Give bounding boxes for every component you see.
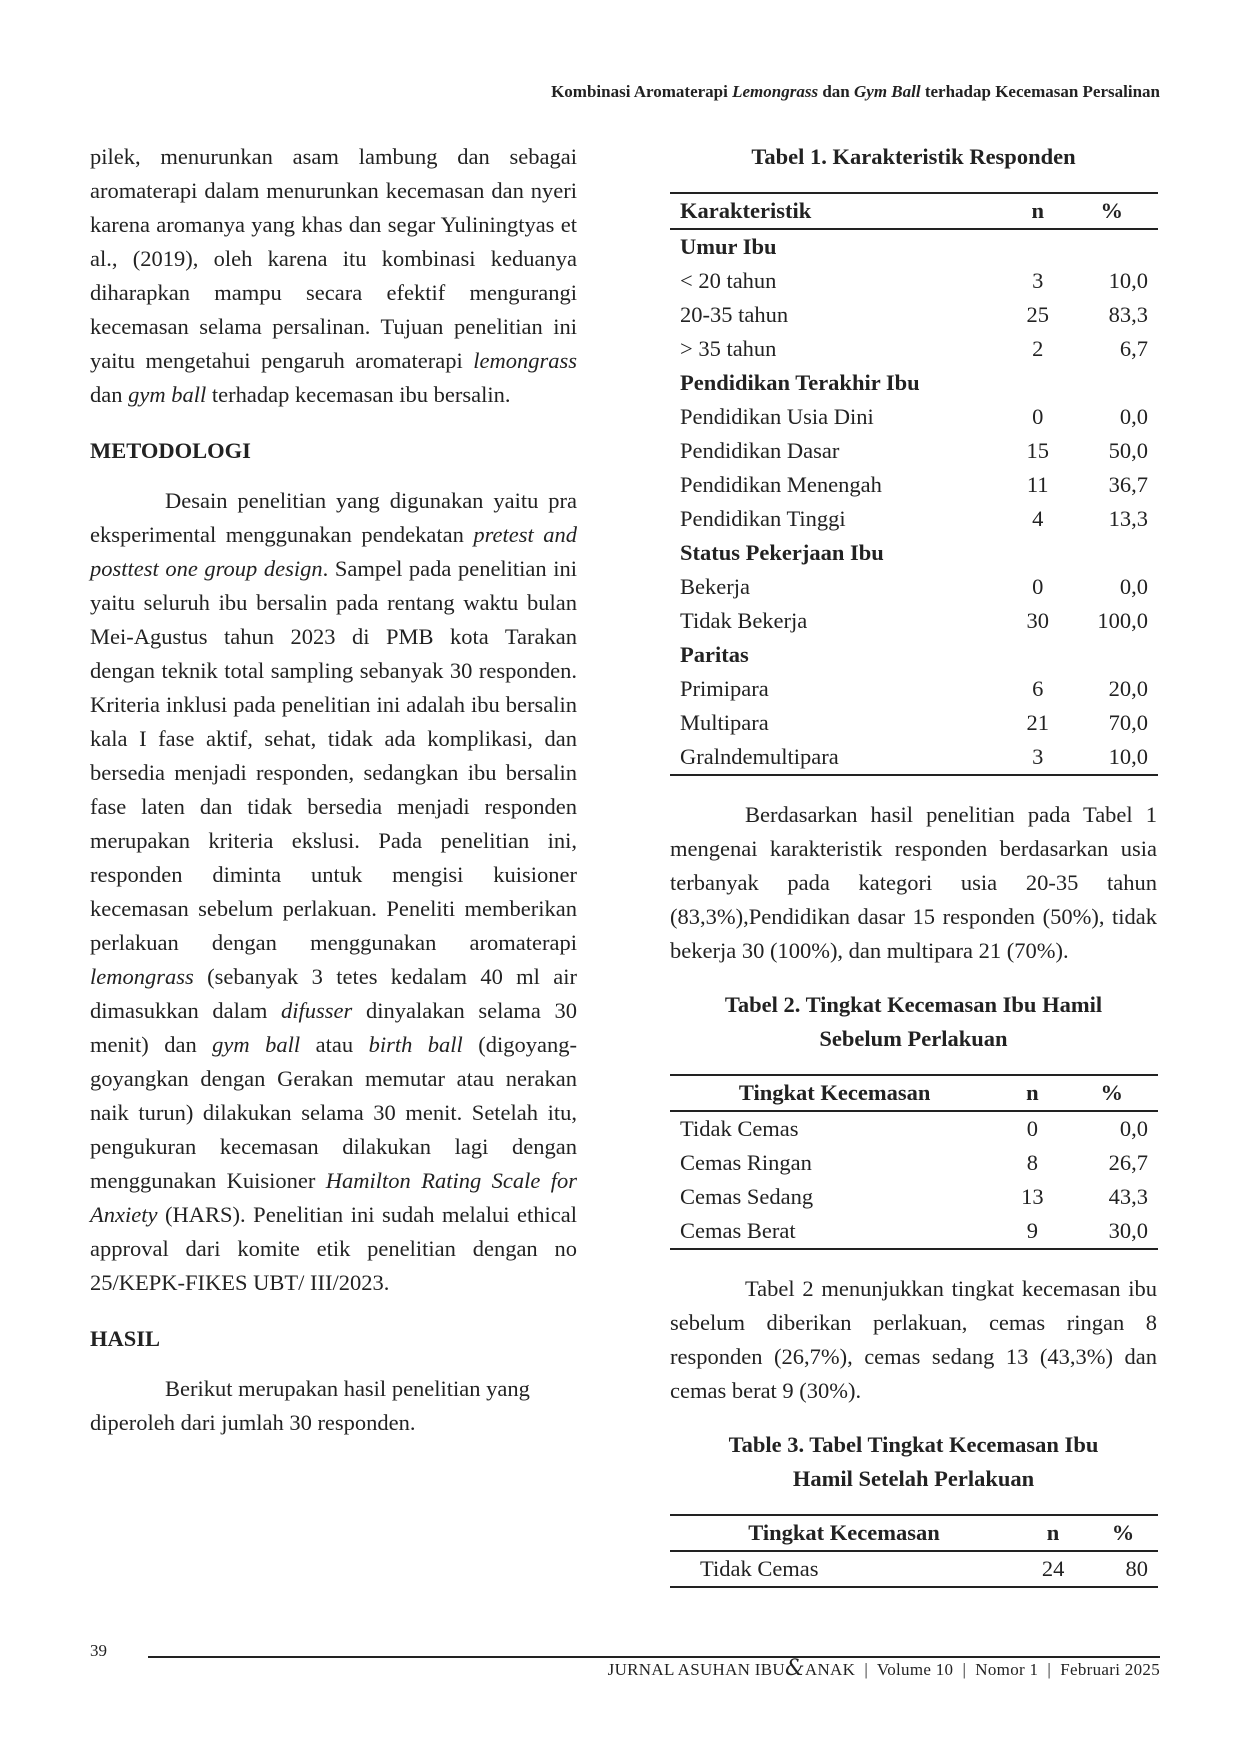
running-head-gymball: Gym Ball [854,82,921,101]
table-row [670,604,1158,638]
table-cell-n: 0 [1026,1116,1039,1141]
table-group-label: Pendidikan Terakhir Ibu [680,370,920,395]
journal-ampersand: & [785,1656,805,1681]
table-cell-label: Multipara [680,710,769,735]
table1-header-karakteristik: Karakteristik [670,193,1010,229]
table-cell-n: 30 [1026,608,1049,633]
table-row [670,264,1158,298]
table-cell-label: > 35 tahun [680,336,777,361]
table-cell-label: < 20 tahun [680,268,777,293]
method-design: pretest and posttest one group design [90,522,578,581]
table-cell-n: 13 [1021,1184,1044,1209]
table-cell-pct: 26,7 [1108,1150,1148,1175]
table-row [670,740,1158,775]
table3-caption-line2: Hamil Setelah Perlakuan [792,1466,1035,1491]
running-head-text-3: terhadap Kecemasan Persalinan [920,82,1160,101]
table1-discussion: Berdasarkan hasil penelitian pada Tabel 1 mengenai karakteristik responden berdasarkan usia terbanyak pada kategori usia 20-35 tahun (83,3%),Pendidikan dasar 15 responden (50%), tidak bekerja 30 (100%), dan multipara 21 (70%). [670,802,1157,963]
table-group-label: Paritas [680,642,749,667]
table-cell-n [1010,638,1066,672]
table-cell-label: Tidak Bekerja [680,608,808,633]
method-text-m: (HARS). Penelitian ini sudah melalui ethical approval dari komite etik penelitian dengan no 25/KEPK-FIKES UBT/ III/2023. [90,1202,577,1295]
table-cell-pct: 10,0 [1108,268,1148,293]
table1-caption: Tabel 1. Karakteristik Responden [751,144,1076,169]
table-cell-pct: 30,0 [1066,1214,1158,1249]
intro-gymball: gym ball [128,382,207,407]
journal-footer [608,1656,1160,1681]
table-cell-label: 20-35 tahun [680,302,789,327]
table-cell-n [1010,366,1066,400]
footer-separator-3: | [1047,1660,1052,1679]
table3-header-pct: % [1088,1515,1158,1551]
heading-metodologi: METODOLOGI [90,438,251,463]
table-cell-pct: 6,7 [1119,336,1148,361]
intro-text-c: dan [90,382,129,407]
table-cell-label: Pendidikan Dasar [680,438,840,463]
table-cell-label: Tidak Cemas [670,1551,1018,1587]
table-row [670,706,1158,740]
table-cell-label: Bekerja [680,574,750,599]
table-cell-label: Tidak Cemas [680,1116,799,1141]
running-head-text-1: Kombinasi Aromaterapi [551,82,733,101]
method-text-e: (sebanyak 3 tetes kedalam 40 ml air dimasukkan dalam [90,964,577,1023]
table2-header-n: n [999,1075,1065,1111]
table-row [670,638,1158,672]
table-cell-n [1010,229,1066,264]
footer-separator-1: | [864,1660,869,1679]
table-row [670,536,1158,570]
running-head [551,82,1160,102]
intro-text-a: pilek, menurunkan asam lambung dan sebagai aromaterapi dalam menurunkan kecemasan dan nyeri karena aromanya yang khas dan segar Yuliningtyas et al., (2019), oleh karena itu kombinasi keduanya diharapkan mampu secara efektif mengurangi kecemasan selama persalinan. Tujuan penelitian ini yaitu mengetahui pengaruh aromaterapi [90,144,577,373]
journal-volume: Volume 10 [876,1660,954,1679]
table-group-label: Status Pekerjaan Ibu [680,540,884,565]
table-cell-pct [1066,229,1158,264]
method-hamilton: Hamilton Rating Scale for Anxiety [90,1168,577,1227]
table3 [670,1514,1158,1588]
table-row [670,672,1158,706]
journal-nomor: Nomor 1 [975,1660,1039,1679]
journal-date: Februari 2025 [1060,1660,1160,1679]
table-cell-pct: 13,3 [1108,506,1148,531]
table-cell-n: 21 [1026,710,1049,735]
table-cell-pct [1066,638,1158,672]
intro-paragraph [90,140,577,412]
running-head-lemongrass: Lemongrass [732,82,819,101]
table-cell-pct: 83,3 [1108,302,1148,327]
footer-separator-2: | [962,1660,967,1679]
table-row [670,298,1158,332]
table-cell-n: 6 [1032,676,1044,701]
table-cell-pct: 20,0 [1108,676,1148,701]
results-intro-paragraph: Berikut merupakan hasil penelitian yang diperoleh dari jumlah 30 responden. [90,1376,530,1435]
table2-caption-line1: Tabel 2. Tingkat Kecemasan Ibu Hamil [724,992,1103,1017]
table-cell-label: Cemas Ringan [680,1150,812,1175]
table-row [670,502,1158,536]
table-row [670,332,1158,366]
table-cell-label: Gralndemultipara [670,740,1010,775]
table1 [670,192,1158,776]
intro-lemongrass: lemongrass [473,348,577,373]
table3-header-tingkat: Tingkat Kecemasan [670,1515,1018,1551]
table-cell-pct: 80 [1088,1551,1158,1587]
left-column [90,140,577,1440]
table-cell-pct: 70,0 [1108,710,1148,735]
table-row [670,1180,1158,1214]
table-cell-n: 3 [1010,740,1066,775]
table-row [670,1111,1158,1146]
method-text-g: dinyalakan selama 30 menit) dan [90,998,577,1057]
table-cell-n: 2 [1032,336,1044,361]
table-cell-n: 11 [1026,472,1049,497]
table-row [670,1146,1158,1180]
table-cell-pct: 50,0 [1108,438,1148,463]
table-cell-pct [1066,536,1158,570]
table-cell-n [1010,536,1066,570]
table-row [670,1214,1158,1249]
table-row [670,1551,1158,1587]
table-cell-pct: 0,0 [1119,1116,1148,1141]
table1-header-pct: % [1066,193,1158,229]
table-cell-n: 0 [1032,404,1044,429]
running-head-text-2: dan [818,82,854,101]
heading-hasil: HASIL [90,1326,161,1351]
table-row [670,229,1158,264]
table2-header-tingkat: Tingkat Kecemasan [670,1075,999,1111]
table-cell-n: 8 [1026,1150,1039,1175]
table-group-label: Umur Ibu [680,234,777,259]
table-row [670,400,1158,434]
table1-header-n: n [1010,193,1066,229]
table-cell-pct: 10,0 [1066,740,1158,775]
method-gymball: gym ball [212,1032,301,1057]
table-row [670,434,1158,468]
table-cell-pct [1066,366,1158,400]
table-cell-label: Pendidikan Usia Dini [680,404,874,429]
intro-text-e: terhadap kecemasan ibu bersalin. [206,382,511,407]
method-text-c: . Sampel pada penelitian ini yaitu seluruh ibu bersalin pada rentang waktu bulan Mei-Agustus tahun 2023 di PMB kota Tarakan dengan teknik total sampling sebanyak 30 responden. Kriteria inklusi pada penelitian ini adalah ibu bersalin kala I fase aktif, sehat, tidak ada komplikasi, dan bersedia menjadi responden, sedangkan ibu bersalin fase laten dan tidak bersedia menjadi responden merupakan kriteria ekslusi. Pada penelitian ini, responden diminta untuk mengisi kuisioner kecemasan sebelum perlakuan. Peneliti memberikan perlakuan dengan menggunakan aromaterapi [90,556,577,955]
table3-header-n: n [1018,1515,1088,1551]
table-row [670,570,1158,604]
method-paragraph [90,484,577,1300]
table2-discussion: Tabel 2 menunjukkan tingkat kecemasan ibu sebelum diberikan perlakuan, cemas ringan 8 responden (26,7%), cemas sedang 13 (43,3%) dan cemas berat 9 (30%). [670,1276,1157,1403]
table-cell-n: 24 [1018,1551,1088,1587]
table-cell-label: Cemas Sedang [680,1184,814,1209]
method-text-k: (digoyang-goyangkan dengan Gerakan memutar atau nerakan naik turun) dilakukan selama 30 menit. Setelah itu, pengukuran kecemasan dilakukan lagi dengan menggunakan Kuisioner [90,1032,577,1193]
table-cell-n: 25 [1026,302,1049,327]
method-difusser: difusser [281,998,353,1023]
table-cell-n: 9 [999,1214,1065,1249]
method-text-i: atau [300,1032,369,1057]
table-row [670,366,1158,400]
table2 [670,1074,1158,1250]
table-row [670,468,1158,502]
table-cell-n: 15 [1026,438,1049,463]
table-cell-label: Primipara [680,676,769,701]
table-cell-pct: 43,3 [1108,1184,1148,1209]
table2-header-pct: % [1066,1075,1158,1111]
table2-caption-line2: Sebelum Perlakuan [819,1026,1008,1051]
table-cell-n: 4 [1032,506,1044,531]
table3-caption-line1: Table 3. Tabel Tingkat Kecemasan Ibu [728,1432,1099,1457]
method-birthball: birth ball [368,1032,463,1057]
journal-name-part1: JURNAL ASUHAN IBU [607,1660,785,1679]
table-cell-label: Pendidikan Tinggi [680,506,846,531]
method-text-a: Desain penelitian yang digunakan yaitu pra eksperimental menggunakan pendekatan [90,488,577,547]
table-cell-label: Pendidikan Menengah [680,472,882,497]
table-cell-pct: 0,0 [1119,574,1148,599]
table-cell-label: Cemas Berat [670,1214,999,1249]
table-cell-pct: 36,7 [1108,472,1148,497]
method-lemongrass: lemongrass [90,964,194,989]
table-cell-pct: 0,0 [1119,404,1148,429]
table-cell-n: 3 [1032,268,1044,293]
page-number: 39 [90,1641,107,1660]
journal-name-part2: ANAK [804,1660,856,1679]
right-column [670,140,1157,1588]
table-cell-n: 0 [1032,574,1044,599]
table-cell-pct: 100,0 [1097,608,1148,633]
